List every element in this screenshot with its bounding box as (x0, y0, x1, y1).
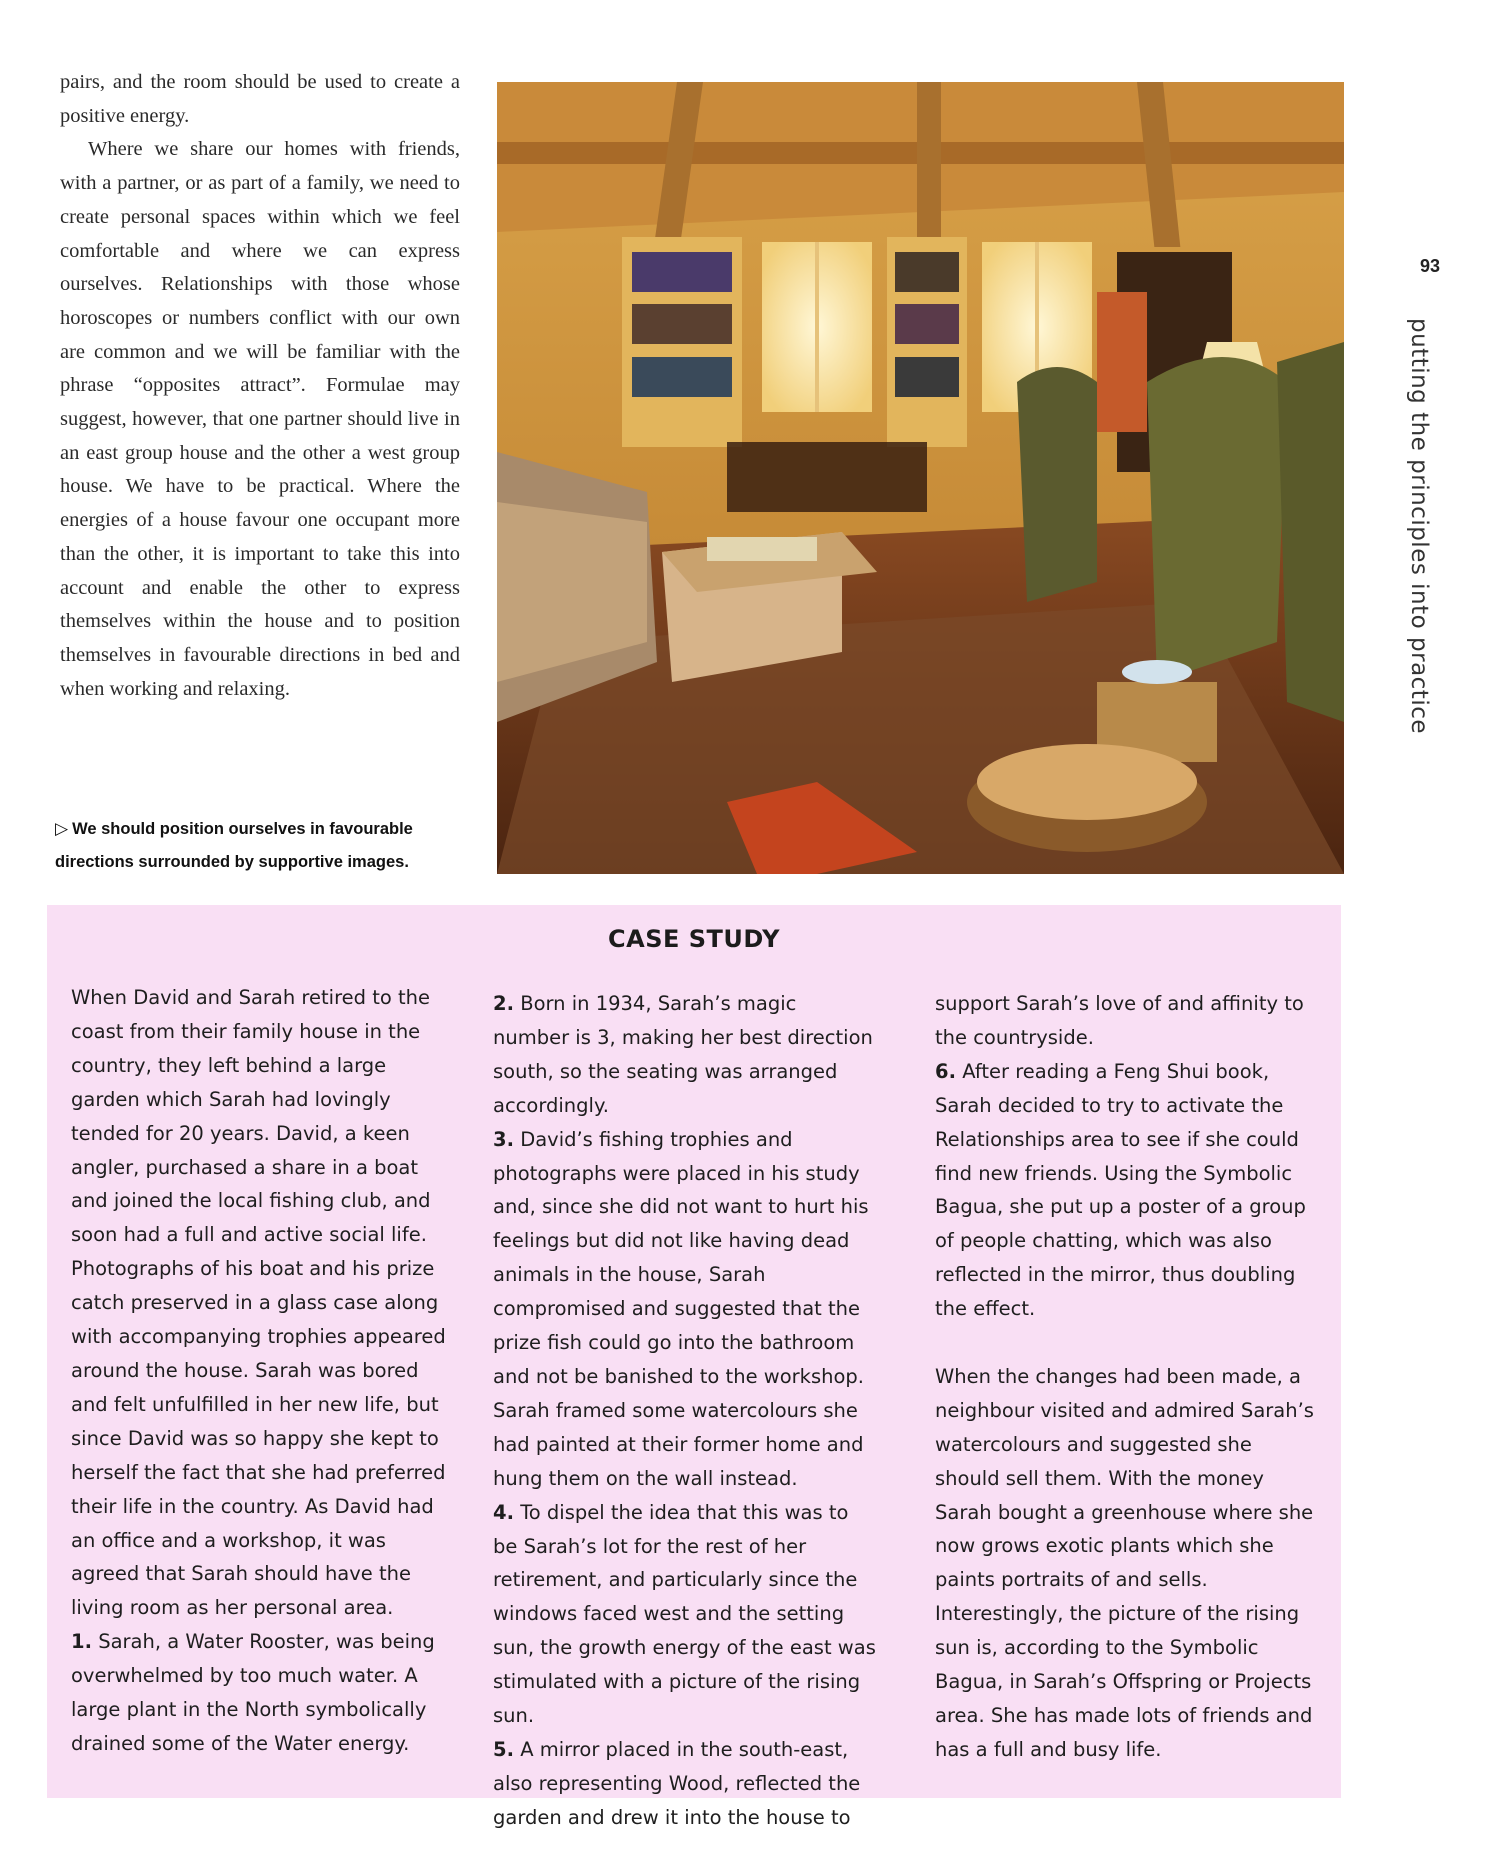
case-study-column-2 (493, 987, 878, 1835)
running-head: putting the principles into practice (1406, 318, 1432, 735)
case-study-column-3 (935, 987, 1320, 1767)
page-number: 93 (1419, 256, 1441, 276)
item-text: To dispel the idea that this was to be Sarah’s lot for the rest of her retirement, and particularly since the windows faced west and the setting sun, the growth energy of the east was stimulated with a picture of the rising sun. (493, 1500, 876, 1728)
living-room-illustration (497, 82, 1344, 874)
intro-paragraph-1: pairs, and the room should be used to create a positive energy. (60, 71, 460, 127)
caption-triangle-icon: ▷ (55, 819, 69, 838)
case-study-item-2 (493, 987, 878, 1123)
item-number: 5. (493, 1737, 514, 1761)
item-text: Sarah, a Water Rooster, was being overwhelmed by too much water. A large plant in the North symbolically drained some of the Water energy. (71, 1630, 435, 1755)
intro-text (60, 66, 460, 706)
photo-caption (55, 812, 475, 879)
item-text: A mirror placed in the south-east, also representing Wood, reflected the garden and drew it into the house to (493, 1737, 861, 1829)
case-study-continuation: support Sarah’s love of and affinity to the countryside. (935, 992, 1304, 1049)
item-text: After reading a Feng Shui book, Sarah decided to try to activate the Relationships area to see if she could find new friends. Using the Symbolic Bagua, she put up a poster of a group of people chatting, which was also reflected in the mirror, thus doubling the effect. (935, 1059, 1306, 1321)
case-study-box (47, 905, 1341, 1829)
case-study-conclusion: When the changes had been made, a neighbour visited and admired Sarah’s watercolours and suggested she should sell them. With the money Sarah bought a greenhouse where she now grows exotic plants which she paints portraits of and sells. Interestingly, the picture of the rising sun is, according to the Symbolic Bagua, in Sarah’s Offspring or Projects area. She has made lots of friends and has a full and busy life. (935, 1364, 1314, 1761)
item-number: 3. (493, 1127, 514, 1151)
item-number: 6. (935, 1059, 956, 1083)
item-text: Born in 1934, Sarah’s magic number is 3, making her best direction south, so the seating was arranged accordingly. (493, 992, 873, 1117)
case-study-item-4 (493, 1496, 878, 1733)
case-study-item-5 (493, 1733, 878, 1835)
case-study-column-1 (71, 981, 456, 1761)
item-text: David’s fishing trophies and photographs were placed in his study and, since she did not want to hurt his feelings but did not like having dead animals in the house, Sarah compromised and suggested that the prize fish could go into the bathroom and not be banished to the workshop. Sarah framed some watercolours she had painted at their former home and hung them on the wall instead. (493, 1127, 869, 1490)
intro-paragraph-2: Where we share our homes with friends, with a partner, or as part of a family, we need to create personal spaces within which we feel comfortable and where we can express ourselves. Relationships with those whose horoscopes or numbers conflict with our own are common and we will be familiar with the phrase “opposites attract”. Formulae may suggest, however, that one partner should live in an east group house and the other a west group house. We have to be practical. Where the energies of a house favour one occupant more than the other, it is important to take this into account and enable the other to express themselves within the house and to position themselves in favourable directions in bed and when working and relaxing. (60, 138, 460, 700)
case-study-item-3 (493, 1123, 878, 1496)
item-number: 1. (71, 1630, 92, 1654)
caption-text: We should position ourselves in favourable directions surrounded by supportive images. (55, 820, 413, 871)
case-study-item-1 (71, 1625, 456, 1761)
item-number: 4. (493, 1500, 514, 1524)
case-study-item-6 (935, 1055, 1320, 1326)
case-study-intro: When David and Sarah retired to the coast from their family house in the country, they left behind a large garden which Sarah had lovingly tended for 20 years. David, a keen angler, purchased a share in a boat and joined the local fishing club, and soon had a full and active social life. Photographs of his boat and his prize catch preserved in a glass case along with accompanying trophies appeared around the house. Sarah was bored and felt unfulfilled in her new life, but since David was so happy she kept to herself the fact that she had preferred their life in the country. As David had an office and a workshop, it was agreed that Sarah should have the living room as her personal area. (71, 986, 446, 1620)
item-number: 2. (493, 992, 514, 1015)
case-study-title: CASE STUDY (608, 925, 780, 953)
living-room-photo (497, 82, 1344, 874)
